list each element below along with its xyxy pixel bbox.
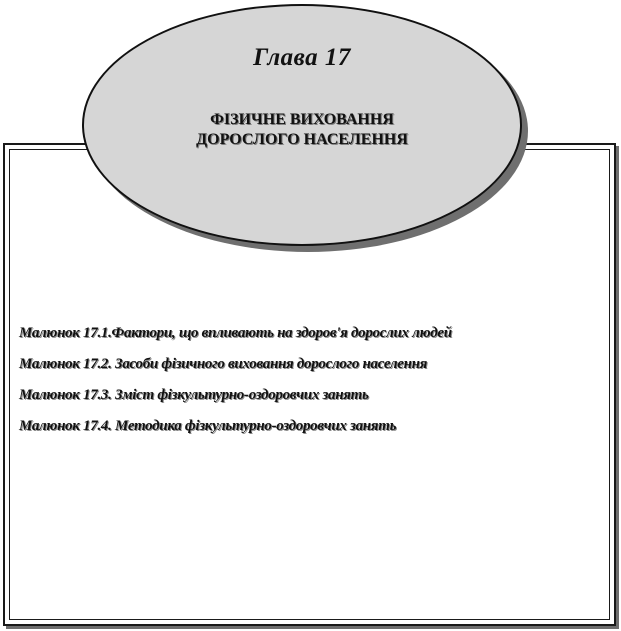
chapter-subtitle-line-1: ФІЗИЧНЕ ВИХОВАННЯ	[210, 111, 394, 128]
chapter-title: Глава 17	[253, 44, 351, 71]
figure-item-17-4: Малюнок 17.4. Методика фізкультурно-оздоровчих занять	[19, 418, 397, 434]
figure-item-17-2: Малюнок 17.2. Засоби фізичного виховання дорослого населення	[19, 356, 428, 372]
figure-list	[19, 318, 452, 442]
chapter-subtitle	[82, 110, 522, 150]
figure-item-17-1: Малюнок 17.1.Фактори, що впливають на здоров'я дорослих людей	[19, 325, 452, 341]
chapter-subtitle-line-2: ДОРОСЛОГО НАСЕЛЕННЯ	[196, 131, 408, 148]
figure-item-17-3: Малюнок 17.3. Зміст фізкультурно-оздоровчих занять	[19, 387, 369, 403]
